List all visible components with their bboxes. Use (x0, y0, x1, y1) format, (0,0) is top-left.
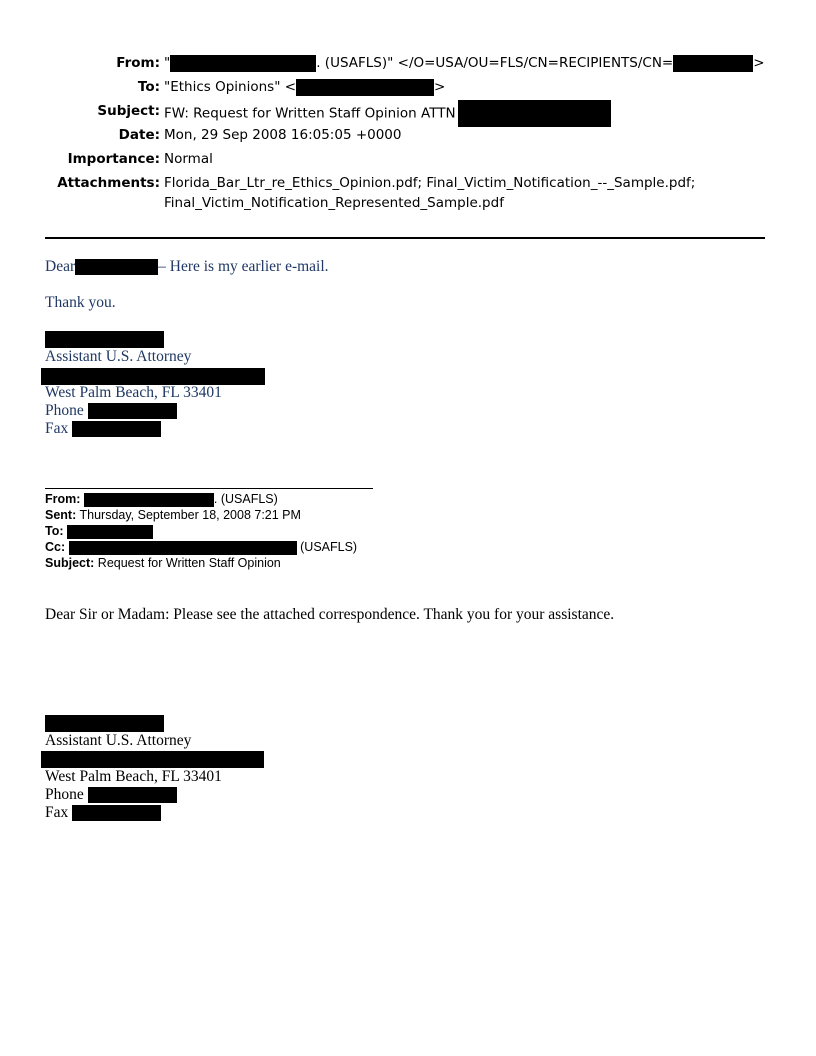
original-message-header (45, 491, 357, 571)
redaction-box (41, 751, 264, 768)
original-from-suffix: . (USAFLS) (213, 492, 278, 506)
redaction-box (458, 100, 611, 127)
original-sent-label: Sent: (45, 508, 77, 522)
email-header (0, 52, 816, 214)
header-subject-value (164, 100, 611, 127)
original-from-label: From: (45, 492, 81, 506)
original-cc-row (45, 539, 357, 555)
redaction-box (170, 55, 316, 72)
original-from-row (45, 491, 357, 507)
subject-text: FW: Request for Written Staff Opinion ATTN (164, 105, 456, 122)
original-cc-label: Cc: (45, 540, 66, 554)
header-subject-label: Subject: (97, 103, 160, 119)
original-body: Dear Sir or Madam: Please see the attached correspondence. Thank you for your assistance. (45, 606, 615, 623)
original-sent-value: Thursday, September 18, 2008 7:21 PM (79, 508, 301, 522)
header-from-value (164, 52, 765, 74)
header-to-row (0, 76, 816, 100)
attachment-line-2[interactable]: Final_Victim_Notification_Represented_Sample.pdf (164, 195, 504, 211)
header-date-value: Mon, 29 Sep 2008 16:05:05 +0000 (164, 127, 402, 143)
redaction-box (72, 421, 161, 437)
original-sig-fax (45, 804, 161, 822)
redaction-box (45, 331, 164, 348)
original-sig-city: West Palm Beach, FL 33401 (45, 768, 222, 785)
header-date-row (0, 124, 816, 148)
header-subject-row (0, 100, 816, 124)
forward-thanks: Thank you. (45, 294, 116, 311)
from-address: . (USAFLS)" </O=USA/OU=FLS/CN=RECIPIENTS/CN= (316, 55, 674, 71)
forward-sig-title: Assistant U.S. Attorney (45, 348, 192, 365)
header-date-label: Date: (118, 127, 160, 143)
header-importance-label: Importance: (67, 151, 160, 167)
header-attachments-value (164, 173, 695, 213)
original-sig-phone (45, 786, 177, 804)
from-close: > (753, 55, 765, 71)
original-sent-row (45, 507, 357, 523)
fax-label: Fax (45, 420, 69, 437)
forward-sig-city: West Palm Beach, FL 33401 (45, 384, 222, 401)
header-to-value (164, 76, 445, 98)
redaction-box (673, 55, 753, 72)
forward-greeting (45, 258, 329, 276)
forward-sig-phone (45, 402, 177, 420)
redaction-box (72, 805, 161, 821)
redaction-box (88, 787, 177, 803)
redaction-box (67, 525, 153, 539)
to-close: > (434, 79, 446, 95)
greeting-suffix: – Here is my earlier e-mail. (158, 258, 329, 275)
redaction-box (84, 493, 214, 507)
attachment-line-1[interactable]: Florida_Bar_Ltr_re_Ethics_Opinion.pdf; Final_Victim_Notification_--_Sample.pdf; (164, 175, 696, 191)
header-from-label: From: (116, 55, 160, 71)
forward-sig-fax (45, 420, 161, 438)
redaction-box (88, 403, 177, 419)
redaction-box (69, 541, 297, 555)
phone-label: Phone (45, 786, 84, 803)
redaction-box (296, 79, 434, 96)
original-subject-label: Subject: (45, 556, 95, 570)
original-subject-row (45, 555, 357, 571)
header-attachments-row (0, 172, 816, 214)
from-quote: " (164, 55, 171, 71)
fax-label: Fax (45, 804, 69, 821)
original-subject-value: Request for Written Staff Opinion (97, 556, 281, 570)
header-from-row (0, 52, 816, 76)
redaction-box (45, 715, 164, 732)
redaction-box (75, 259, 158, 275)
header-attachments-label: Attachments: (57, 175, 160, 191)
greeting-prefix: Dear (45, 258, 76, 275)
original-to-label: To: (45, 524, 64, 538)
original-message-divider (45, 488, 373, 489)
phone-label: Phone (45, 402, 84, 419)
header-divider (45, 237, 765, 239)
header-to-label: To: (137, 79, 160, 95)
to-address: "Ethics Opinions" < (164, 79, 297, 95)
redaction-box (41, 368, 265, 385)
original-to-row (45, 523, 357, 539)
header-importance-value: Normal (164, 151, 213, 167)
original-sig-title: Assistant U.S. Attorney (45, 732, 192, 749)
original-cc-suffix: (USAFLS) (300, 540, 358, 554)
header-importance-row (0, 148, 816, 172)
